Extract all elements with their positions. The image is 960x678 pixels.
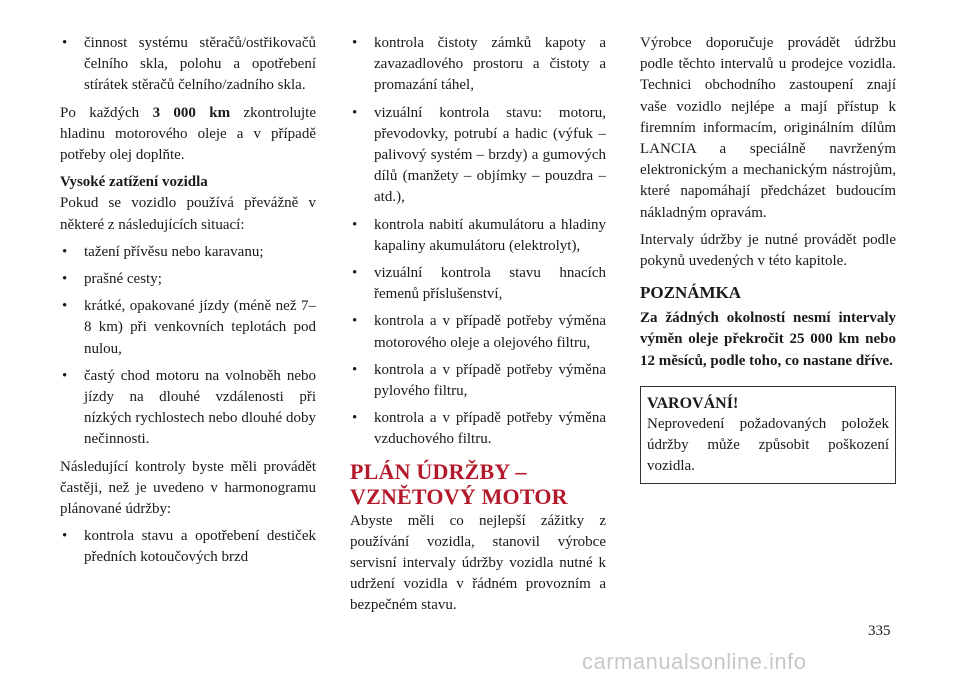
warning-title: VAROVÁNÍ! — [647, 394, 739, 412]
heavy-use-situations — [60, 242, 316, 451]
list-item: • vizuální kontrola stavu hnacích řemenů příslušenství, — [350, 263, 606, 305]
checks-list-continued — [350, 33, 606, 451]
warning-text: Neprovedení požadovaných položek údržby může způsobit poškození vozidla. — [647, 415, 889, 475]
list-item: • tažení přívěsu nebo karavanu; — [60, 242, 316, 263]
dealer-paragraph: Výrobce doporučuje provádět údržbu podle těchto intervalů u prodejce vozidla. Technici obchodního zastoupení znají vaše vozidlo nejlépe a mají přístup k firemním informacím, originálním dílům LANCIA a speciálně navrženým elektronickým a mechanickým nástrojům, které napomáhají předcházet budoucím nákladným opravám. — [640, 35, 896, 221]
column-left — [60, 33, 316, 575]
column-middle — [350, 33, 606, 623]
list-item: • krátké, opakované jízdy (méně než 7–8 km) při venkovních teplotách pod nulou, — [60, 296, 316, 360]
bullet-list-continued — [60, 33, 316, 97]
heavy-use-heading: Vysoké zatížení vozidla — [60, 174, 208, 191]
list-item: • vizuální kontrola stavu: motoru, převodovky, potrubí a hadic (výfuk – palivový systém – brzdy) a gumových dílů (manžety – objímky – pouzdra – atd.), — [350, 103, 606, 209]
checks-list-start — [60, 526, 316, 568]
list-item: • prašné cesty; — [60, 269, 316, 290]
heavy-use-intro: Pokud se vozidlo používá převážně v některé z následujících situací: — [60, 195, 316, 233]
warning-box — [640, 386, 896, 485]
section-title-line-2: VZNĚTOVÝ MOTOR — [350, 483, 568, 509]
list-item: • kontrola a v případě potřeby výměna pylového filtru, — [350, 360, 606, 402]
note-text: Za žádných okolností nesmí intervaly výměn oleje překročit 25 000 km nebo 12 měsíců, podle toho, co nastane dříve. — [640, 310, 896, 369]
section-title-line-1: PLÁN ÚDRŽBY – — [350, 458, 527, 484]
list-item: • kontrola a v případě potřeby výměna vzduchového filtru. — [350, 408, 606, 450]
oil-check-text-after: zkontrolujte hladinu motorového oleje a v případě potřeby olej doplňte. — [60, 104, 316, 164]
watermark: carmanualsonline.info — [582, 649, 807, 674]
page-number: 335 — [868, 623, 891, 639]
list-item: • kontrola nabití akumulátoru a hladiny kapaliny akumulátoru (elektrolyt), — [350, 215, 606, 257]
list-item: • častý chod motoru na volnoběh nebo jízdy na dlouhé vzdálenosti při nízkých rychlostech nebo dlouhé doby nečinnosti. — [60, 366, 316, 451]
note-title: POZNÁMKA — [640, 283, 742, 303]
section-title — [350, 459, 606, 509]
list-item: • kontrola čistoty zámků kapoty a zavazadlového prostoru a čistoty a promazání táhel, — [350, 33, 606, 97]
oil-check-paragraph — [60, 103, 316, 167]
list-item: • činnost systému stěračů/ostřikovačů čelního skla, polohu a opotřebení stírátek stěračů čelního/zadního skla. — [60, 33, 316, 97]
list-item: • kontrola a v případě potřeby výměna motorového oleje a olejového filtru, — [350, 311, 606, 353]
column-right — [640, 33, 896, 484]
section-intro: Abyste měli co nejlepší zážitky z používání vozidla, stanovil výrobce servisní intervaly údržby vozidla nutné k udržení vozidla v řádném provozním a bezpečném stavu. — [350, 512, 606, 614]
list-item: • kontrola stavu a opotřebení destiček předních kotoučových brzd — [60, 526, 316, 568]
oil-check-distance: 3 000 km — [152, 104, 231, 121]
oil-check-text-before: Po každých — [60, 104, 153, 121]
checks-intro: Následující kontroly byste měli provádět častěji, než je uvedeno v harmonogramu plánované údržby: — [60, 458, 316, 518]
intervals-paragraph: Intervaly údržby je nutné provádět podle pokynů uvedených v této kapitole. — [640, 231, 896, 270]
